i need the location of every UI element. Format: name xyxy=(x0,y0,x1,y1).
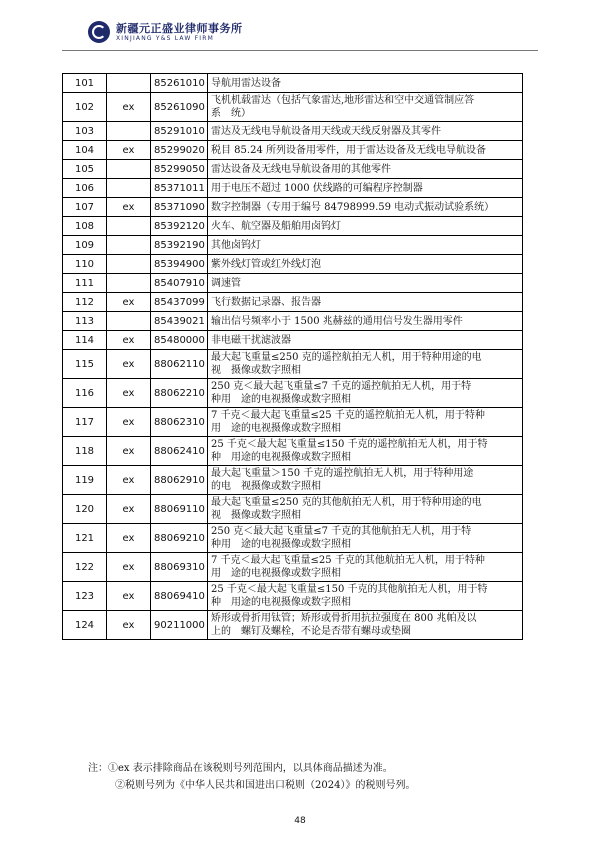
footnote-2: ②税则号列为《中华人民共和国进出口税则（2024）》的税则号列。 xyxy=(115,780,416,791)
description-line: 火车、航空器及船舶用卤钨灯 xyxy=(211,220,341,232)
description-line: 种用 途的电视摄像或数字照相 xyxy=(211,539,351,550)
tariff-code-cell: 88062910 xyxy=(151,466,208,495)
table-row xyxy=(63,331,523,350)
row-number-cell: 101 xyxy=(63,74,107,93)
table-row xyxy=(63,198,523,217)
letterhead xyxy=(88,14,243,50)
description-line: 飞行数据记录器、报告器 xyxy=(211,296,321,308)
row-number-cell: 117 xyxy=(63,408,107,437)
firm-name-cn: 新疆元正盛业律师事务所 xyxy=(116,21,243,35)
row-number-cell: 104 xyxy=(63,141,107,160)
tariff-code-cell: 85371090 xyxy=(151,198,208,217)
description-cell xyxy=(208,217,523,236)
ex-flag-cell xyxy=(107,255,151,274)
ex-flag-cell xyxy=(107,217,151,236)
table-row xyxy=(63,553,523,582)
table-row xyxy=(63,122,523,141)
ex-flag-cell: ex xyxy=(107,293,151,312)
description-cell xyxy=(208,198,523,217)
row-number-cell: 124 xyxy=(63,611,107,640)
row-number-cell: 120 xyxy=(63,495,107,524)
description-line: 调速管 xyxy=(211,277,241,289)
table-row xyxy=(63,466,523,495)
tariff-code-cell: 88069210 xyxy=(151,524,208,553)
description-cell xyxy=(208,255,523,274)
ex-flag-cell xyxy=(107,236,151,255)
description-line: 视 摄像或数字照相 xyxy=(211,510,301,521)
tariff-code-cell: 85394900 xyxy=(151,255,208,274)
ex-flag-cell xyxy=(107,74,151,93)
description-line: 矫形或骨折用钛管；矫形或骨折用抗拉强度在 800 兆帕及以 xyxy=(211,613,477,624)
ex-flag-cell xyxy=(107,274,151,293)
description-cell xyxy=(208,466,523,495)
table-row xyxy=(63,437,523,466)
tariff-code-cell: 88062410 xyxy=(151,437,208,466)
ex-flag-cell xyxy=(107,160,151,179)
description-line: 25 千克＜最大起飞重量≤150 千克的遥控航拍无人机，用于特 xyxy=(211,439,488,450)
tariff-code-cell: 85261010 xyxy=(151,74,208,93)
ex-flag-cell: ex xyxy=(107,93,151,122)
row-number-cell: 103 xyxy=(63,122,107,141)
tariff-code-cell: 88062110 xyxy=(151,350,208,379)
tariff-code-cell: 85437099 xyxy=(151,293,208,312)
table-row xyxy=(63,408,523,437)
footnotes xyxy=(88,760,415,794)
description-cell xyxy=(208,553,523,582)
row-number-cell: 119 xyxy=(63,466,107,495)
table-row xyxy=(63,93,523,122)
row-number-cell: 110 xyxy=(63,255,107,274)
tariff-code-cell: 85407910 xyxy=(151,274,208,293)
table-row xyxy=(63,74,523,93)
ex-flag-cell: ex xyxy=(107,437,151,466)
description-line: 系 统） xyxy=(211,108,251,119)
table-row xyxy=(63,582,523,611)
row-number-cell: 106 xyxy=(63,179,107,198)
description-cell xyxy=(208,160,523,179)
ex-flag-cell: ex xyxy=(107,524,151,553)
ex-flag-cell: ex xyxy=(107,582,151,611)
description-line: 用 途的电视摄像或数字照相 xyxy=(211,568,341,579)
ex-flag-cell: ex xyxy=(107,611,151,640)
description-line: 最大起飞重量＞150 千克的遥控航拍无人机，用于特种用途 xyxy=(211,468,474,479)
description-cell xyxy=(208,122,523,141)
tariff-code-cell: 85299020 xyxy=(151,141,208,160)
description-line: 种 用途的电视摄像或数字照相 xyxy=(211,597,351,608)
tariff-code-cell: 85261090 xyxy=(151,93,208,122)
page-number: 48 xyxy=(294,816,306,826)
table-row xyxy=(63,236,523,255)
description-line: 数字控制器（专用于编号 84798999.59 电动式振动试验系统） xyxy=(211,201,495,213)
description-cell xyxy=(208,274,523,293)
description-line: 用 途的电视摄像或数字照相 xyxy=(211,423,341,434)
description-cell xyxy=(208,582,523,611)
description-line: 用于电压不超过 1000 伏线路的可编程序控制器 xyxy=(211,182,423,194)
description-cell xyxy=(208,74,523,93)
table-row xyxy=(63,312,523,331)
description-cell xyxy=(208,495,523,524)
description-cell xyxy=(208,312,523,331)
table-row xyxy=(63,160,523,179)
row-number-cell: 102 xyxy=(63,93,107,122)
table-row xyxy=(63,179,523,198)
ex-flag-cell: ex xyxy=(107,331,151,350)
row-number-cell: 108 xyxy=(63,217,107,236)
ex-flag-cell: ex xyxy=(107,350,151,379)
tariff-code-cell: 85392190 xyxy=(151,236,208,255)
table-row xyxy=(63,350,523,379)
row-number-cell: 118 xyxy=(63,437,107,466)
row-number-cell: 121 xyxy=(63,524,107,553)
description-line: 税目 85.24 所列设备用零件，用于雷达设备及无线电导航设备 xyxy=(211,144,486,156)
row-number-cell: 115 xyxy=(63,350,107,379)
table-row xyxy=(63,495,523,524)
description-line: 雷达设备及无线电导航设备用的其他零件 xyxy=(211,163,391,175)
description-cell xyxy=(208,350,523,379)
description-cell xyxy=(208,611,523,640)
table-row xyxy=(63,274,523,293)
description-cell xyxy=(208,331,523,350)
firm-logo-icon xyxy=(88,21,110,43)
tariff-code-cell: 85480000 xyxy=(151,331,208,350)
firm-name xyxy=(116,23,243,42)
description-line: 250 克＜最大起飞重量≤7 千克的其他航拍无人机，用于特 xyxy=(211,526,472,537)
description-cell xyxy=(208,379,523,408)
tariff-code-cell: 85291010 xyxy=(151,122,208,141)
tariff-code-cell: 85371011 xyxy=(151,179,208,198)
tariff-code-cell: 85299050 xyxy=(151,160,208,179)
description-line: 视 摄像或数字照相 xyxy=(211,365,301,376)
description-cell xyxy=(208,93,523,122)
description-line: 其他卤钨灯 xyxy=(211,239,261,251)
description-cell xyxy=(208,293,523,312)
header-divider xyxy=(62,50,538,51)
ex-flag-cell: ex xyxy=(107,495,151,524)
row-number-cell: 113 xyxy=(63,312,107,331)
table-row xyxy=(63,255,523,274)
table-row xyxy=(63,524,523,553)
description-line: 250 克＜最大起飞重量≤7 千克的遥控航拍无人机，用于特 xyxy=(211,381,472,392)
tariff-code-cell: 88062210 xyxy=(151,379,208,408)
ex-flag-cell: ex xyxy=(107,466,151,495)
description-cell xyxy=(208,437,523,466)
table-row xyxy=(63,217,523,236)
row-number-cell: 122 xyxy=(63,553,107,582)
ex-flag-cell: ex xyxy=(107,379,151,408)
ex-flag-cell xyxy=(107,312,151,331)
row-number-cell: 105 xyxy=(63,160,107,179)
description-line: 25 千克＜最大起飞重量≤150 千克的其他航拍无人机，用于特 xyxy=(211,584,488,595)
description-line: 最大起飞重量≤250 克的遥控航拍无人机，用于特种用途的电 xyxy=(211,352,482,363)
description-line: 种用 途的电视摄像或数字照相 xyxy=(211,394,351,405)
description-line: 非电磁干扰滤波器 xyxy=(211,334,291,346)
tariff-code-cell: 88069410 xyxy=(151,582,208,611)
table-row xyxy=(63,141,523,160)
row-number-cell: 116 xyxy=(63,379,107,408)
ex-flag-cell xyxy=(107,122,151,141)
ex-flag-cell: ex xyxy=(107,141,151,160)
description-cell xyxy=(208,179,523,198)
table-row xyxy=(63,379,523,408)
description-line: 飞机机载雷达（包括气象雷达,地形雷达和空中交通管制应答 xyxy=(211,95,475,106)
description-cell xyxy=(208,408,523,437)
ex-flag-cell: ex xyxy=(107,553,151,582)
ex-flag-cell: ex xyxy=(107,408,151,437)
description-cell xyxy=(208,524,523,553)
tariff-code-cell: 90211000 xyxy=(151,611,208,640)
description-line: 7 千克＜最大起飞重量≤25 千克的其他航拍无人机，用于特种 xyxy=(211,555,485,566)
tariff-code-cell: 85439021 xyxy=(151,312,208,331)
ex-flag-cell xyxy=(107,179,151,198)
description-line: 雷达及无线电导航设备用天线或天线反射器及其零件 xyxy=(211,125,441,137)
description-line: 输出信号频率小于 1500 兆赫兹的通用信号发生器用零件 xyxy=(211,315,463,327)
table-row xyxy=(63,293,523,312)
description-cell xyxy=(208,141,523,160)
description-line: 紫外线灯管或红外线灯泡 xyxy=(211,258,321,270)
row-number-cell: 114 xyxy=(63,331,107,350)
ex-flag-cell: ex xyxy=(107,198,151,217)
description-cell xyxy=(208,236,523,255)
row-number-cell: 109 xyxy=(63,236,107,255)
tariff-code-cell: 85392120 xyxy=(151,217,208,236)
footnote-1: 注：①ex 表示排除商品在该税则号列范围内，以具体商品描述为准。 xyxy=(88,763,393,774)
goods-table-body xyxy=(63,74,523,640)
row-number-cell: 123 xyxy=(63,582,107,611)
table-row xyxy=(63,611,523,640)
goods-table xyxy=(62,73,523,640)
tariff-code-cell: 88069110 xyxy=(151,495,208,524)
tariff-code-cell: 88069310 xyxy=(151,553,208,582)
description-line: 最大起飞重量≤250 克的其他航拍无人机，用于特种用途的电 xyxy=(211,497,482,508)
description-line: 导航用雷达设备 xyxy=(211,77,281,89)
row-number-cell: 112 xyxy=(63,293,107,312)
description-line: 的电 视摄像或数字照相 xyxy=(211,481,321,492)
firm-name-en: XINJIANG Y&S LAW FIRM xyxy=(116,34,214,42)
row-number-cell: 111 xyxy=(63,274,107,293)
description-line: 7 千克＜最大起飞重量≤25 千克的遥控航拍无人机，用于特种 xyxy=(211,410,485,421)
row-number-cell: 107 xyxy=(63,198,107,217)
description-line: 种 用途的电视摄像或数字照相 xyxy=(211,452,351,463)
description-line: 上的 螺钉及螺栓，不论是否带有螺母或垫圈 xyxy=(211,626,411,637)
tariff-code-cell: 88062310 xyxy=(151,408,208,437)
